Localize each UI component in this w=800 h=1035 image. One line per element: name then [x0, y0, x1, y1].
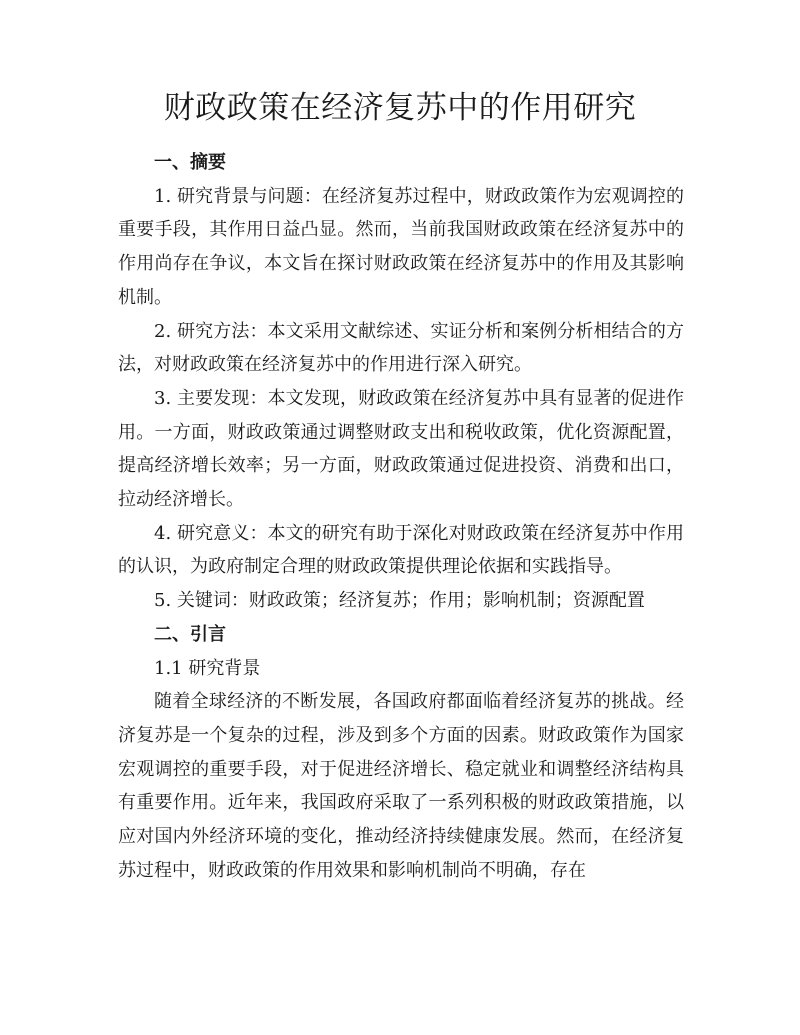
- subsection-heading-background: 1.1 研究背景: [154, 657, 261, 679]
- paragraph: 3. 主要发现：本文发现，财政政策在经济复苏中具有显著的促进作用。一方面，财政政策通过调整财政支出和税收政策，优化资源配置，提高经济增长效率；另一方面，财政政策通过促进投资、消费和出口，拉动经济增长。: [118, 387, 684, 511]
- document-body: [118, 146, 684, 887]
- paragraph: 1. 研究背景与问题：在经济复苏过程中，财政政策作为宏观调控的重要手段，其作用日益凸显。然而，当前我国财政政策在经济复苏中的作用尚存在争议，本文旨在探讨财政政策在经济复苏中的作用及其影响机制。: [118, 185, 684, 308]
- paragraph: 2. 研究方法：本文采用文献综述、实证分析和案例分析相结合的方法，对财政政策在经济复苏中的作用进行深入研究。: [118, 320, 684, 376]
- paragraph: 4. 研究意义：本文的研究有助于深化对财政政策在经济复苏中作用的认识，为政府制定合理的财政政策提供理论依据和实践指导。: [118, 522, 684, 578]
- paragraph: 随着全球经济的不断发展，各国政府都面临着经济复苏的挑战。经济复苏是一个复杂的过程，涉及到多个方面的因素。财政政策作为国家宏观调控的重要手段，对于促进经济增长、稳定就业和调整经济结构具有重要作用。近年来，我国政府采取了一系列积极的财政政策措施，以应对国内外经济环境的变化，推动经济持续健康发展。然而，在经济复苏过程中，财政政策的作用效果和影响机制尚不明确，存在: [118, 691, 684, 881]
- page-title: 财政政策在经济复苏中的作用研究: [163, 90, 637, 126]
- section-heading-introduction: 二、引言: [154, 623, 226, 645]
- section-heading-abstract: 一、摘要: [154, 152, 226, 173]
- keywords-paragraph: 5. 关键词：财政政策；经济复苏；作用；影响机制；资源配置: [154, 590, 645, 612]
